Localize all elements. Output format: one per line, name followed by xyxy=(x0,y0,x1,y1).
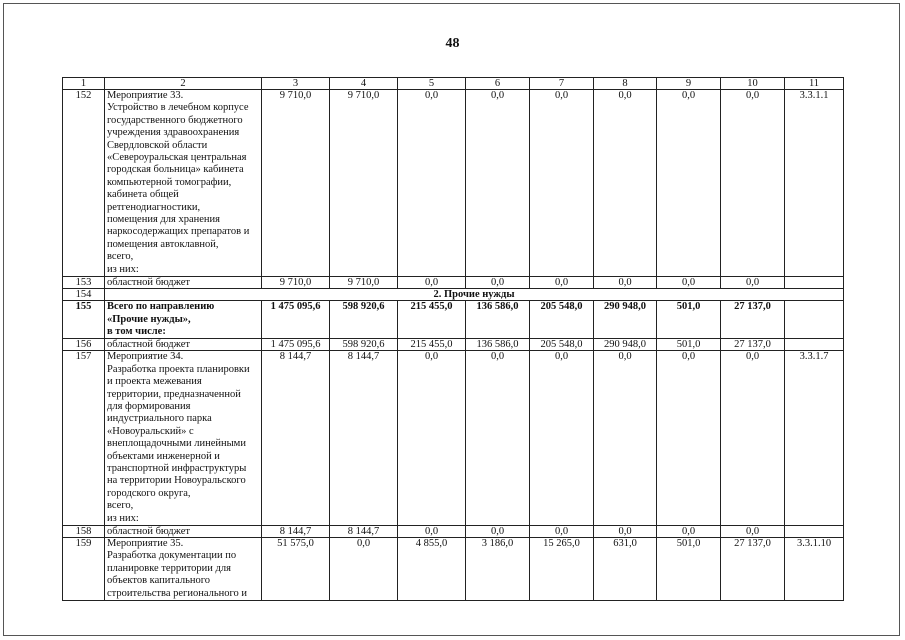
value-cell: 501,0 xyxy=(657,301,721,339)
row-number-cell: 153 xyxy=(63,277,105,289)
value-cell: 215 455,0 xyxy=(398,339,466,351)
table-row xyxy=(63,301,844,339)
description-cell xyxy=(105,538,262,601)
description-line: объектами инженерной и xyxy=(107,450,220,462)
value-cell: 0,0 xyxy=(594,351,657,526)
value-cell: 9 710,0 xyxy=(262,277,330,289)
program-code-cell: 3.3.1.7 xyxy=(785,351,844,526)
description-line: транспортной инфраструктуры xyxy=(107,462,247,474)
description-cell xyxy=(105,339,262,351)
description-line: помещения для хранения xyxy=(107,214,220,226)
value-cell: 0,0 xyxy=(466,526,530,538)
description-line: помещения автоклавной, xyxy=(107,238,219,250)
value-cell: 9 710,0 xyxy=(330,277,398,289)
header-cell: 11 xyxy=(785,78,844,90)
description-line: городского округа, xyxy=(107,487,191,499)
description-line: Мероприятие 35. xyxy=(107,538,184,549)
value-cell: 598 920,6 xyxy=(330,339,398,351)
description-line: и проекта межевания xyxy=(107,376,202,388)
description-cell xyxy=(105,90,262,277)
header-cell: 3 xyxy=(262,78,330,90)
table-row xyxy=(63,339,844,351)
value-cell: 501,0 xyxy=(657,538,721,601)
value-cell: 0,0 xyxy=(530,277,594,289)
description-cell xyxy=(105,277,262,289)
row-number-cell: 152 xyxy=(63,90,105,277)
description-line: «Прочие нужды», xyxy=(107,313,191,325)
value-cell: 0,0 xyxy=(530,351,594,526)
description-line: территории, предназначенной xyxy=(107,388,241,400)
description-line: областной бюджет xyxy=(107,277,190,289)
program-code-cell: 3.3.1.10 xyxy=(785,538,844,601)
value-cell: 0,0 xyxy=(530,526,594,538)
description-cell xyxy=(105,351,262,526)
description-line: городская больница» кабинета xyxy=(107,164,244,176)
budget-table xyxy=(62,77,844,601)
value-cell: 631,0 xyxy=(594,538,657,601)
value-cell: 0,0 xyxy=(330,538,398,601)
value-cell: 0,0 xyxy=(466,351,530,526)
value-cell: 1 475 095,6 xyxy=(262,301,330,339)
value-cell: 27 137,0 xyxy=(721,538,785,601)
description-line: объектов капитального xyxy=(107,575,211,587)
header-cell: 8 xyxy=(594,78,657,90)
description-line: индустриального парка xyxy=(107,413,212,425)
value-cell: 290 948,0 xyxy=(594,339,657,351)
header-cell: 10 xyxy=(721,78,785,90)
header-cell: 1 xyxy=(63,78,105,90)
header-cell: 7 xyxy=(530,78,594,90)
description-line: компьютерной томографии, xyxy=(107,176,232,188)
description-line: Разработка проекта планировки xyxy=(107,363,250,375)
row-number-cell: 158 xyxy=(63,526,105,538)
description-line: из них: xyxy=(107,512,139,524)
description-line: для формирования xyxy=(107,400,191,412)
header-cell: 2 xyxy=(105,78,262,90)
value-cell: 9 710,0 xyxy=(330,90,398,277)
description-line: Свердловской области xyxy=(107,139,208,151)
value-cell: 3 186,0 xyxy=(466,538,530,601)
description-line: планировке территории для xyxy=(107,562,231,574)
value-cell: 0,0 xyxy=(594,90,657,277)
value-cell: 0,0 xyxy=(721,526,785,538)
table-row xyxy=(63,351,844,526)
value-cell: 0,0 xyxy=(721,277,785,289)
value-cell: 501,0 xyxy=(657,339,721,351)
value-cell: 0,0 xyxy=(530,90,594,277)
table-row xyxy=(63,289,844,301)
value-cell: 205 548,0 xyxy=(530,339,594,351)
row-number-cell: 154 xyxy=(63,289,105,301)
row-number-cell: 157 xyxy=(63,351,105,526)
description-line: Устройство в лечебном корпусе xyxy=(107,102,249,114)
description-line: из них: xyxy=(107,263,139,275)
value-cell: 0,0 xyxy=(466,277,530,289)
value-cell: 4 855,0 xyxy=(398,538,466,601)
value-cell: 51 575,0 xyxy=(262,538,330,601)
table-row xyxy=(63,277,844,289)
header-cell: 6 xyxy=(466,78,530,90)
program-code-cell xyxy=(785,339,844,351)
table-row xyxy=(63,526,844,538)
page-number: 48 xyxy=(445,36,460,51)
description-line: учреждения здравоохранения xyxy=(107,127,240,139)
description-line: «Североуральская центральная xyxy=(107,152,247,164)
value-cell: 8 144,7 xyxy=(262,526,330,538)
description-line: в том числе: xyxy=(107,325,166,337)
value-cell: 0,0 xyxy=(398,526,466,538)
description-line: Мероприятие 34. xyxy=(107,351,184,363)
value-cell: 0,0 xyxy=(721,351,785,526)
header-row xyxy=(63,78,844,90)
description-cell xyxy=(105,301,262,339)
header-cell: 5 xyxy=(398,78,466,90)
program-code-cell xyxy=(785,277,844,289)
value-cell: 0,0 xyxy=(657,526,721,538)
description-line: всего, xyxy=(107,251,134,263)
description-line: областной бюджет xyxy=(107,339,190,351)
program-code-cell: 3.3.1.1 xyxy=(785,90,844,277)
description-line: «Новоуральский» с xyxy=(107,425,194,437)
program-code-cell xyxy=(785,301,844,339)
value-cell: 27 137,0 xyxy=(721,301,785,339)
value-cell: 290 948,0 xyxy=(594,301,657,339)
header-cell: 4 xyxy=(330,78,398,90)
description-line: кабинета общей xyxy=(107,189,179,201)
value-cell: 0,0 xyxy=(657,277,721,289)
value-cell: 0,0 xyxy=(398,90,466,277)
description-line: ретгенодиагностики, xyxy=(107,201,201,213)
value-cell: 0,0 xyxy=(594,526,657,538)
value-cell: 0,0 xyxy=(721,90,785,277)
description-line: государственного бюджетного xyxy=(107,114,243,126)
value-cell: 15 265,0 xyxy=(530,538,594,601)
value-cell: 27 137,0 xyxy=(721,339,785,351)
description-line: наркосодержащих препаратов и xyxy=(107,226,250,238)
value-cell: 215 455,0 xyxy=(398,301,466,339)
value-cell: 9 710,0 xyxy=(262,90,330,277)
description-line: строительства регионального и xyxy=(107,587,248,599)
value-cell: 0,0 xyxy=(657,351,721,526)
value-cell: 205 548,0 xyxy=(530,301,594,339)
value-cell: 0,0 xyxy=(657,90,721,277)
value-cell: 1 475 095,6 xyxy=(262,339,330,351)
row-number-cell: 155 xyxy=(63,301,105,339)
value-cell: 136 586,0 xyxy=(466,301,530,339)
row-number-cell: 156 xyxy=(63,339,105,351)
value-cell: 598 920,6 xyxy=(330,301,398,339)
table-row xyxy=(63,90,844,277)
value-cell: 0,0 xyxy=(466,90,530,277)
value-cell: 0,0 xyxy=(594,277,657,289)
value-cell: 136 586,0 xyxy=(466,339,530,351)
table-row xyxy=(63,538,844,601)
header-cell: 9 xyxy=(657,78,721,90)
description-line: областной бюджет xyxy=(107,526,190,537)
value-cell: 8 144,7 xyxy=(262,351,330,526)
value-cell: 0,0 xyxy=(398,277,466,289)
section-title-cell: 2. Прочие нужды xyxy=(105,289,844,301)
row-number-cell: 159 xyxy=(63,538,105,601)
description-line: внеплощадочными линейными xyxy=(107,438,246,450)
description-cell xyxy=(105,526,262,538)
description-line: на территории Новоуральского xyxy=(107,475,246,487)
description-line: всего, xyxy=(107,500,134,512)
description-line: Всего по направлению xyxy=(107,301,215,313)
value-cell: 0,0 xyxy=(398,351,466,526)
program-code-cell xyxy=(785,526,844,538)
value-cell: 8 144,7 xyxy=(330,526,398,538)
value-cell: 8 144,7 xyxy=(330,351,398,526)
description-line: Мероприятие 33. xyxy=(107,90,184,101)
description-line: Разработка документации по xyxy=(107,550,237,562)
